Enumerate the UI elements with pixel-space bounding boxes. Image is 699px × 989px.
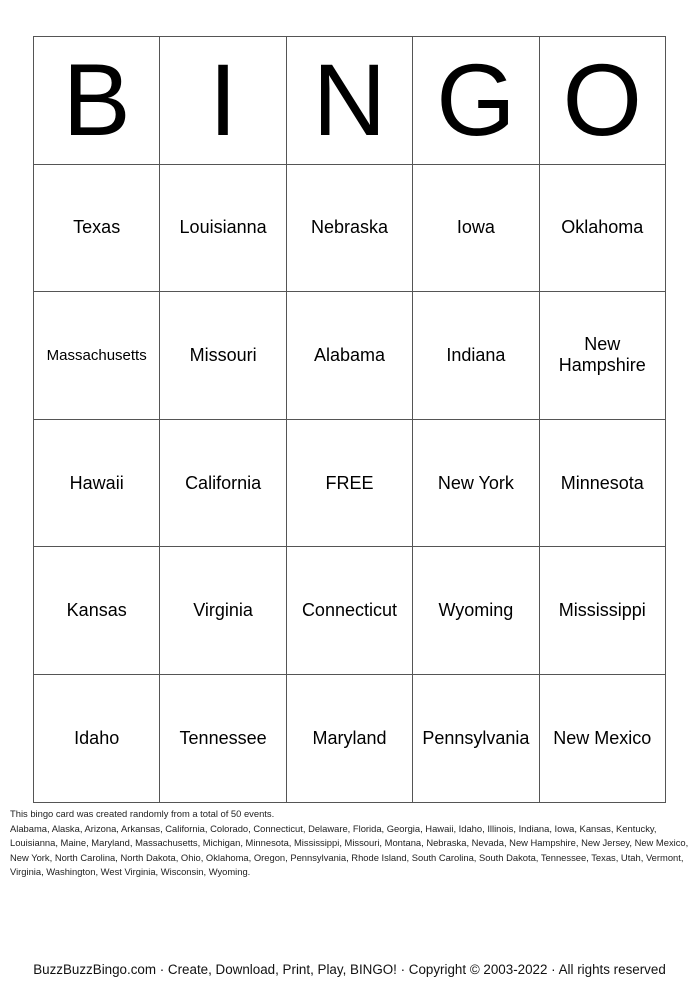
card-cell: Oklahoma <box>539 164 665 292</box>
card-cell: Nebraska <box>286 164 412 292</box>
card-info <box>10 807 690 880</box>
bingo-card <box>33 36 666 803</box>
card-cell: Massachusetts <box>34 292 160 420</box>
header-letter-n: N <box>286 37 412 165</box>
card-row <box>34 164 666 292</box>
card-cell: Missouri <box>160 292 286 420</box>
card-cell: Pennsylvania <box>413 674 539 802</box>
header-letter-i: I <box>160 37 286 165</box>
card-cell: Mississippi <box>539 547 665 675</box>
info-event-list: Alabama, Alaska, Arizona, Arkansas, California, Colorado, Connecticut, Delaware, Florida, Georgia, Hawaii, Idaho, Illinois, Indiana, Iowa, Kansas, Kentucky, Louisianna, Maine, Maryland, Massachusetts, Michigan, Minnesota, Mississippi, Missouri, Montana, Nebraska, Nevada, New Hampshire, New Jersey, New Mexico, New York, North Carolina, North Dakota, Ohio, Oklahoma, Oregon, Pennsylvania, Rhode Island, South Carolina, South Dakota, Tennessee, Texas, Utah, Vermont, Virginia, Washington, West Virginia, Wisconsin, Wyoming. <box>10 822 689 877</box>
card-cell: New Mexico <box>539 674 665 802</box>
free-space-cell: FREE <box>286 419 412 547</box>
card-cell: Idaho <box>34 674 160 802</box>
card-cell: Iowa <box>413 164 539 292</box>
card-cell: New Hampshire <box>539 292 665 420</box>
card-cell: Maryland <box>286 674 412 802</box>
card-cell: Alabama <box>286 292 412 420</box>
card-cell: New York <box>413 419 539 547</box>
card-row <box>34 292 666 420</box>
card-cell: Tennessee <box>160 674 286 802</box>
card-cell: Louisianna <box>160 164 286 292</box>
card-row <box>34 674 666 802</box>
card-cell: Minnesota <box>539 419 665 547</box>
card-cell: Connecticut <box>286 547 412 675</box>
card-cell: Virginia <box>160 547 286 675</box>
header-row <box>34 37 666 165</box>
card-cell: Texas <box>34 164 160 292</box>
card-row <box>34 547 666 675</box>
card-cell: Kansas <box>34 547 160 675</box>
card-cell: Hawaii <box>34 419 160 547</box>
footer-copyright: BuzzBuzzBingo.com · Create, Download, Print, Play, BINGO! · Copyright © 2003-2022 · All rights reserved <box>33 962 666 977</box>
info-summary: This bingo card was created randomly from a total of 50 events. <box>10 808 275 819</box>
header-letter-g: G <box>413 37 539 165</box>
header-letter-o: O <box>539 37 665 165</box>
card-cell: California <box>160 419 286 547</box>
card-cell: Indiana <box>413 292 539 420</box>
card-cell: Wyoming <box>413 547 539 675</box>
card-row <box>34 419 666 547</box>
header-letter-b: B <box>34 37 160 165</box>
